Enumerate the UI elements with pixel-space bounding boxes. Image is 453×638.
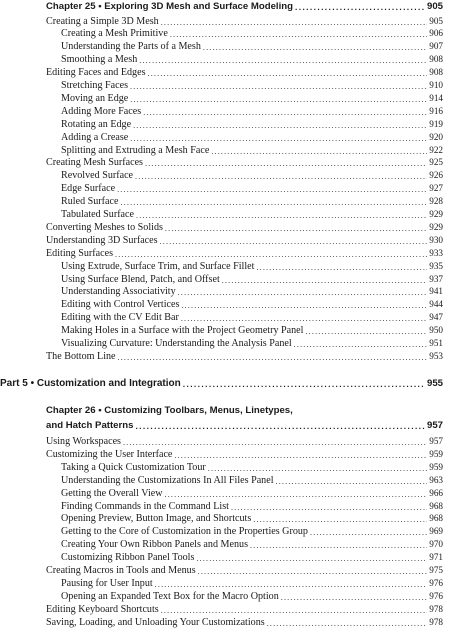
toc-entry (61, 208, 443, 221)
leader-dots (160, 236, 428, 247)
toc-entry-title: Adding More Faces (61, 105, 142, 117)
chapter-25-title: Chapter 25 • Exploring 3D Mesh and Surface Modeling (46, 1, 293, 12)
toc-entry-title: Splitting and Extruding a Mesh Face (61, 144, 210, 156)
toc-entry-page: 976 (429, 577, 443, 588)
toc-entry-page: 910 (429, 80, 443, 90)
toc-entry-page: 916 (429, 105, 443, 116)
toc-entry-page: 951 (429, 338, 443, 348)
toc-entry-title: Finding Commands in the Command List (61, 500, 229, 512)
leader-dots (181, 313, 427, 324)
toc-entry-page: 970 (429, 539, 443, 550)
leader-dots (161, 17, 428, 28)
toc-entry-title: Customizing Ribbon Panel Tools (61, 552, 195, 564)
toc-entry-page: 935 (429, 260, 443, 271)
toc-entry-title: Editing Keyboard Shortcuts (46, 603, 159, 615)
chapter-25-heading (46, 0, 443, 14)
toc-entry (61, 311, 443, 324)
toc-entry-page: 966 (429, 487, 443, 498)
leader-dots (203, 42, 427, 53)
toc-entry (61, 260, 443, 273)
toc-entry-page: 920 (429, 131, 443, 142)
toc-entry (46, 247, 443, 260)
toc-entry (46, 221, 443, 234)
leader-dots (208, 463, 427, 474)
toc-entry (61, 27, 443, 40)
toc-entry-page: 944 (429, 299, 443, 310)
toc-entry-title: Taking a Quick Customization Tour (61, 461, 206, 473)
toc-entry-page: 925 (429, 157, 443, 168)
toc-entry (61, 195, 443, 208)
toc-entry (61, 131, 443, 144)
leader-dots (130, 81, 427, 92)
toc-entry-title: Adding a Crease (61, 131, 129, 143)
toc-entry-page: 971 (429, 552, 443, 563)
toc-entry-title: Pausing for User Input (61, 577, 153, 589)
leader-dots (295, 0, 425, 14)
chapter-25-page: 905 (426, 1, 443, 12)
toc-entry-title: Visualizing Curvature: Understanding the Analysis Panel (61, 338, 292, 349)
toc-entry-title: Rotating an Edge (61, 118, 132, 130)
toc-entry-title: The Bottom Line (46, 350, 116, 362)
toc-entry (61, 182, 443, 195)
leader-dots (155, 579, 428, 590)
toc-entry-title: Editing Faces and Edges (46, 67, 146, 79)
toc-entry-title: Converting Meshes to Solids (46, 221, 163, 233)
toc-entry (46, 66, 443, 79)
leader-dots (310, 527, 427, 538)
toc-entry-title: Tabulated Surface (61, 209, 134, 220)
leader-dots (143, 107, 427, 118)
toc-entry (61, 169, 443, 182)
leader-dots (276, 476, 428, 487)
leader-dots (165, 223, 427, 234)
toc-entry-title: Creating Macros in Tools and Menus (46, 565, 196, 576)
toc-entry-page: 975 (429, 565, 443, 575)
leader-dots (135, 419, 425, 433)
toc-entry (46, 603, 443, 616)
toc-entry-page: 929 (429, 221, 443, 232)
toc-entry-page: 906 (429, 28, 443, 39)
chapter-26-title-line2: and Hatch Patterns (46, 420, 134, 431)
toc-entry (61, 474, 443, 487)
toc-entry-page: 905 (429, 15, 443, 26)
toc-entry-page: 978 (429, 603, 443, 614)
toc-entry-title: Creating Your Own Ribbon Panels and Menus (61, 539, 249, 551)
toc-entry-title: Opening Preview, Button Image, and Shortcuts (61, 513, 252, 525)
leader-dots (178, 287, 428, 298)
leader-dots (294, 339, 428, 350)
toc-entry (61, 298, 443, 311)
leader-dots (174, 450, 427, 461)
toc-entry (61, 525, 443, 538)
toc-entry (61, 577, 443, 590)
leader-dots (165, 489, 428, 500)
leader-dots (133, 120, 427, 131)
toc-entry (46, 234, 443, 247)
toc-entry-title: Creating a Mesh Primitive (61, 28, 168, 40)
leader-dots (267, 618, 428, 629)
toc-entry-title: Getting to the Core of Customization in the Properties Group (61, 526, 308, 538)
toc-entry-title: Moving an Edge (61, 92, 129, 104)
toc-entry-page: 928 (429, 196, 443, 207)
toc-entry-page: 919 (429, 118, 443, 129)
toc-entry-page: 947 (429, 312, 443, 323)
toc-entry-title: Understanding Associativity (61, 286, 176, 298)
chapter-26-heading (46, 419, 443, 433)
toc-entry (46, 15, 443, 28)
toc-entry-title: Opening an Expanded Text Box for the Macro Option (61, 590, 279, 602)
toc-entry (61, 461, 443, 474)
leader-dots (250, 540, 427, 551)
leader-dots (130, 94, 427, 105)
leader-dots (115, 249, 427, 260)
leader-dots (139, 55, 427, 66)
toc-entry-page: 927 (429, 183, 443, 194)
toc-entry (61, 53, 443, 66)
toc-entry-page: 908 (429, 54, 443, 65)
toc-entry-title: Editing with Control Vertices (61, 299, 180, 311)
toc-entry (46, 435, 443, 448)
toc-entry (61, 285, 443, 298)
toc-entry-title: Editing with the CV Edit Bar (61, 312, 179, 324)
toc-entry-title: Understanding the Parts of a Mesh (61, 41, 201, 53)
toc-entry-page: 908 (429, 67, 443, 78)
toc-entry-page: 957 (429, 436, 443, 446)
toc-entry-page: 953 (429, 350, 443, 361)
leader-dots (181, 300, 427, 311)
toc-entry-title: Making Holes in a Surface with the Project Geometry Panel (61, 325, 304, 337)
toc-entry (61, 118, 443, 131)
toc-entry (61, 512, 443, 525)
leader-dots (136, 210, 427, 221)
leader-dots (231, 502, 427, 513)
toc-entry (46, 350, 443, 363)
leader-dots (281, 592, 427, 603)
toc-entry (46, 564, 443, 577)
toc-entry (46, 156, 443, 169)
toc-entry (61, 273, 443, 286)
part-5-title: Part 5 • Customization and Integration (0, 378, 181, 389)
toc-entry (61, 538, 443, 551)
leader-dots (198, 566, 428, 577)
toc-entry (46, 448, 443, 461)
toc-entry (61, 500, 443, 513)
toc-entry-page: 968 (429, 500, 443, 511)
toc-entry (61, 105, 443, 118)
part-5-heading (0, 377, 443, 391)
leader-dots (211, 146, 427, 157)
leader-dots (170, 29, 427, 40)
leader-dots (183, 377, 425, 391)
toc-entry-page: 976 (429, 590, 443, 601)
toc-entry-page: 950 (429, 325, 443, 336)
part-5-page: 955 (426, 378, 443, 389)
toc-entry-page: 978 (429, 616, 443, 627)
leader-dots (145, 158, 427, 169)
toc-entry-title: Understanding 3D Surfaces (46, 234, 158, 246)
toc-entry-title: Using Surface Blend, Patch, and Offset (61, 273, 220, 285)
toc-entry (61, 324, 443, 337)
toc-entry (46, 616, 443, 629)
toc-entry-title: Getting the Overall View (61, 487, 163, 499)
chapter-26-page: 957 (426, 420, 443, 431)
toc-entry-page: 959 (429, 461, 443, 472)
toc-entry-page: 926 (429, 170, 443, 181)
toc-entry-title: Saving, Loading, and Unloading Your Customizations (46, 616, 265, 628)
toc-entry-page: 933 (429, 247, 443, 258)
toc-entry-title: Revolved Surface (61, 170, 134, 182)
leader-dots (253, 514, 427, 525)
toc-entry (61, 40, 443, 53)
leader-dots (118, 352, 428, 363)
toc-entry-title: Using Workspaces (46, 436, 121, 447)
leader-dots (222, 275, 427, 286)
toc-entry-page: 968 (429, 513, 443, 524)
toc-entry (61, 92, 443, 105)
leader-dots (123, 437, 427, 448)
toc-entry-title: Understanding the Customizations In All Files Panel (61, 474, 274, 486)
leader-dots (148, 68, 428, 79)
toc-entry-title: Ruled Surface (61, 196, 119, 208)
toc-entry-title: Customizing the User Interface (46, 448, 173, 460)
leader-dots (161, 605, 428, 616)
toc-entry-title: Edge Surface (61, 183, 116, 195)
leader-dots (196, 553, 427, 564)
toc-entry-page: 969 (429, 526, 443, 537)
leader-dots (256, 262, 427, 273)
toc-entry (61, 487, 443, 500)
toc-entry-page: 941 (429, 286, 443, 297)
toc-entry-page: 937 (429, 273, 443, 284)
toc-entry-page: 963 (429, 474, 443, 485)
toc-entry-title: Stretching Faces (61, 80, 128, 91)
toc-entry (61, 144, 443, 157)
leader-dots (130, 133, 427, 144)
toc-entry (61, 337, 443, 350)
toc-entry-page: 930 (429, 234, 443, 245)
chapter-26-title-line1: Chapter 26 • Customizing Toolbars, Menus, Linetypes, (46, 405, 293, 416)
leader-dots (117, 184, 427, 195)
toc-entry-title: Using Extrude, Surface Trim, and Surface Fillet (61, 260, 255, 272)
toc-entry-title: Smoothing a Mesh (61, 54, 138, 66)
leader-dots (305, 326, 427, 337)
toc-entry (61, 590, 443, 603)
toc-entry-page: 922 (429, 144, 443, 155)
toc-entry-page: 914 (429, 92, 443, 103)
toc-entry-page: 929 (429, 209, 443, 219)
toc-entry-title: Creating a Simple 3D Mesh (46, 15, 159, 27)
toc-entry-title: Editing Surfaces (46, 247, 113, 259)
leader-dots (135, 171, 427, 182)
toc-entry-title: Creating Mesh Surfaces (46, 157, 143, 169)
leader-dots (120, 197, 427, 208)
toc-entry-page: 959 (429, 448, 443, 459)
toc-entry (61, 79, 443, 92)
toc-entry (61, 551, 443, 564)
toc-entry-page: 907 (429, 41, 443, 52)
